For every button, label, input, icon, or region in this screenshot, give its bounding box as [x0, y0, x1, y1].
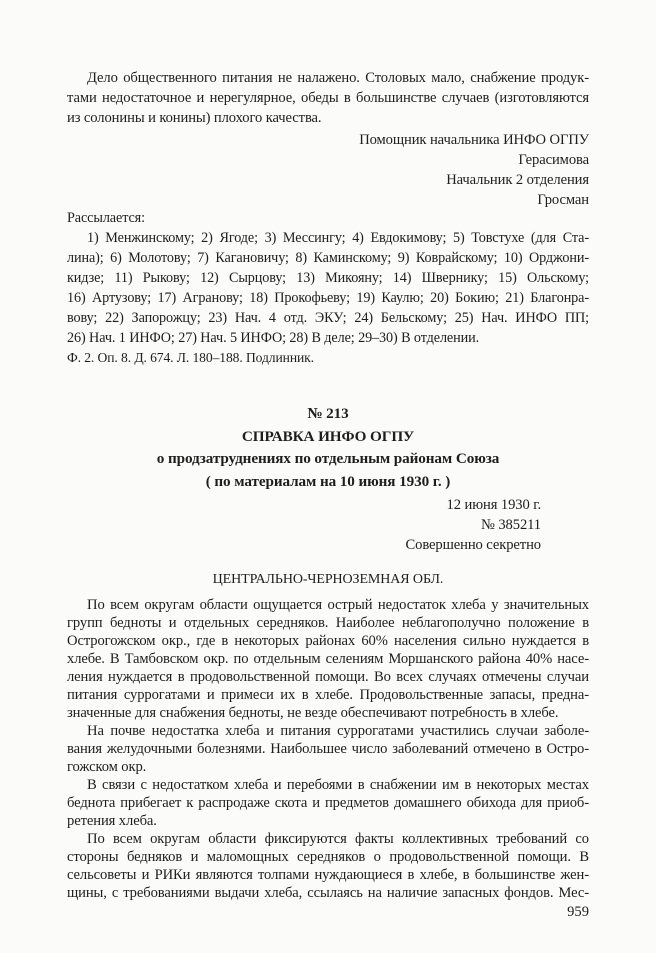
text-line: хлебе. В Тамбовском окр. по отдельным селениям Моршанского района 40% насе-: [67, 651, 589, 667]
text-line: Дело общественного питания не налажено. Столовых мало, снабжение продук-: [87, 70, 589, 86]
document-meta: [67, 495, 589, 555]
text-line: Острогожском окр., где в некоторых районах 60% населения сильно нуждается в: [67, 633, 589, 649]
text-line: По всем округам области фиксируются факты коллективных требований со: [87, 831, 589, 847]
text-line: стороны бедняков и маломощных середняков о продовольственной помощи. В: [67, 849, 589, 865]
text-line: гожском окр.: [67, 759, 147, 775]
document-subtitle: о продзатруднениях по отдельным районам Союза: [156, 450, 500, 467]
document-number: № 213: [307, 405, 349, 422]
signature-name: Герасимова: [518, 152, 589, 168]
text-line: ретения хлеба.: [67, 813, 157, 829]
text-line: значенные для снабжения бедноты, не везде обеспечивают потребность в хлебе.: [67, 705, 559, 721]
page-number: 959: [567, 904, 589, 920]
text-line: щины, с требованиями выдачи хлеба, ссылаясь на наличие запасных фондов. Мес-: [67, 885, 589, 901]
document-header: [67, 403, 589, 493]
document-title: СПРАВКА ИНФО ОГПУ: [241, 427, 415, 445]
distribution-line: 16) Артузову; 17) Агранову; 18) Прокофьеву; 19) Каулю; 20) Бокию; 21) Благонра-: [67, 290, 589, 306]
region-heading-block: [67, 570, 589, 590]
archive-citation-block: [67, 348, 589, 368]
classification-label: Совершенно секретно: [405, 537, 541, 553]
archive-citation: Ф. 2. Оп. 8. Д. 674. Л. 180–188. Подлинник.: [67, 350, 314, 365]
body-paragraph: [67, 722, 589, 776]
registration-number: № 385211: [480, 517, 541, 533]
text-line: По всем округам области ощущается острый недостаток хлеба у значительных: [87, 597, 589, 613]
distribution-line: 1) Менжинскому; 2) Ягоде; 3) Мессингу; 4) Евдокимову; 5) Товстухе (для Ста-: [87, 230, 589, 246]
signature-position: Помощник начальника ИНФО ОГПУ: [359, 132, 589, 148]
distribution-label: Рассылается:: [67, 210, 145, 226]
body-paragraph: [67, 830, 589, 902]
signature-block: [67, 130, 589, 210]
distribution-line: лина); 6) Молотову; 7) Кагановичу; 8) Каминскому; 9) Коврайскому; 10) Орджони-: [67, 250, 589, 266]
body-paragraph: [67, 776, 589, 830]
document-subtitle-date: ( по материалам на 10 июня 1930 г. ): [205, 472, 451, 490]
text-line: сельсоветы и РИКи являются толпами нуждающиеся в хлебе, в большинстве жен-: [67, 867, 589, 883]
distribution-line: кидзе; 11) Рыкову; 12) Сырцову; 13) Микояну; 14) Швернику; 15) Ольскому;: [67, 270, 589, 286]
text-line: беднота прибегает к распродаже скота и предметов домашнего обихода для приоб-: [67, 795, 589, 811]
body-paragraph: [67, 596, 589, 722]
text-line: ления нуждается в продовольственной помощи. Во всех случаях отмечены случаи: [67, 669, 589, 685]
document-date: 12 июня 1930 г.: [446, 497, 541, 513]
signature-position: Начальник 2 отделения: [446, 172, 589, 188]
distribution-line: 26) Нач. 1 ИНФО; 27) Нач. 5 ИНФО; 28) В деле; 29–30) В отделении.: [67, 330, 480, 346]
text-line: вания желудочными болезнями. Наибольшее число заболеваний отмечено в Остро-: [67, 741, 589, 757]
text-line: групп бедноты и отдельных середняков. Наиболее неблагополучно положение в: [67, 615, 589, 631]
body-text: [67, 596, 589, 902]
text-line: тами недостаточное и нерегулярное, обеды в большинстве случаев (изготовляются: [67, 90, 589, 106]
distribution-line: вову; 22) Запорожцу; 23) Нач. 4 отд. ЭКУ; 24) Бельскому; 25) Нач. ИНФО ПП;: [67, 310, 589, 326]
text-line: На почве недостатка хлеба и питания суррогатами участились случаи заболе-: [87, 723, 589, 739]
text-line: В связи с недостатком хлеба и перебоями в снабжении им в некоторых местах: [87, 777, 589, 793]
signature-name: Гросман: [537, 192, 589, 208]
region-heading: ЦЕНТРАЛЬНО-ЧЕРНОЗЕМНАЯ ОБЛ.: [212, 572, 444, 587]
intro-paragraph: [67, 68, 589, 128]
text-line: из солонины и конины) плохого качества.: [67, 110, 322, 126]
distribution-list: [67, 208, 589, 348]
text-line: питания суррогатами и примеси их в хлебе. Продовольственные запасы, предна-: [67, 687, 589, 703]
